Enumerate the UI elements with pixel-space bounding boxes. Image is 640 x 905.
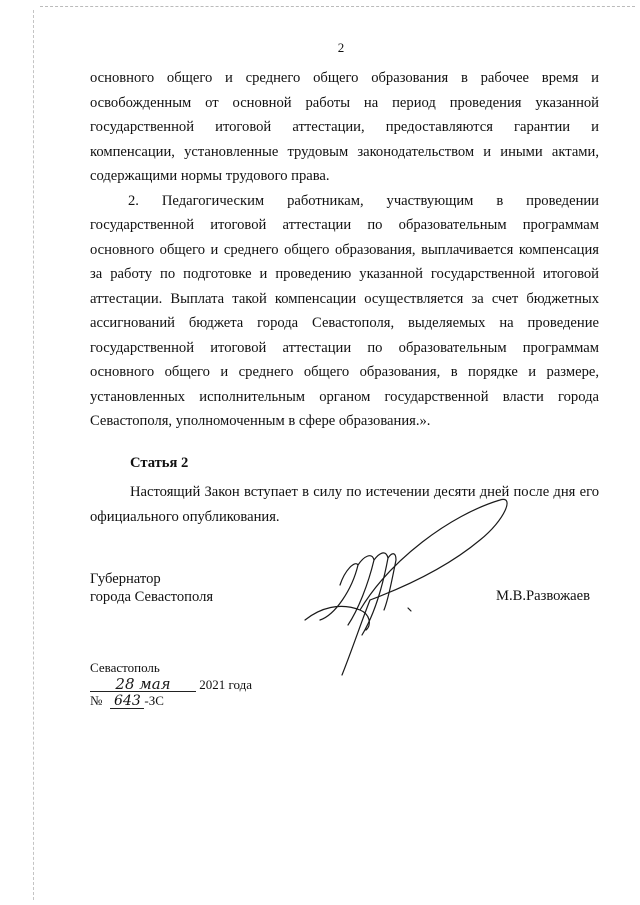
place-of-signing: Севастополь	[90, 660, 160, 675]
signatory-title-line2: города Севастополя	[90, 589, 214, 605]
scan-border-top	[40, 6, 635, 7]
body-text	[90, 66, 599, 434]
signatory-name: М.В.Развожаев	[496, 588, 591, 604]
handwritten-number: 643	[110, 694, 144, 709]
signatory-title	[90, 570, 213, 606]
number-sign: №	[90, 693, 103, 708]
year-text: 2021 года	[199, 677, 253, 692]
article-heading: Статья 2	[130, 455, 189, 471]
signature-image	[300, 490, 520, 680]
scan-border-left	[33, 10, 34, 900]
number-suffix: -ЗС	[144, 693, 164, 708]
page-number: 2	[337, 40, 345, 55]
law-number-line	[90, 693, 164, 709]
paragraph-continuation: основного общего и среднего общего образования в рабочее время и освобожденным от основной работы на период проведения указанной государственной итоговой аттестации, предоставляются гарантии и компенсации, установленные трудовым законодательством и иными актами, содержащими нормы трудового права.	[90, 70, 599, 184]
article-text: Настоящий Закон вступает в силу по истечении десяти дней после дня его официального опубликования.	[90, 484, 599, 525]
paragraph-2: 2. Педагогическим работникам, участвующим в проведении государственной итоговой аттестации по образовательным программам основного общего и среднего общего образования, выплачивается компенсация за работу по подготовке и проведению указанной государственной итоговой аттестации. Выплата такой компенсации осуществляется за счет бюджетных ассигнований бюджета города Севастополя, выделяемых на проведение государственной итоговой аттестации по образовательным программам основного общего и среднего общего образования, в порядке и размере, установленных исполнительным органом государственной власти города Севастополя, уполномоченным в сфере образования.».	[90, 192, 599, 429]
signatory-title-line1: Губернатор	[90, 571, 161, 587]
handwritten-date: 28 мая	[90, 677, 196, 692]
date-line	[90, 677, 252, 693]
